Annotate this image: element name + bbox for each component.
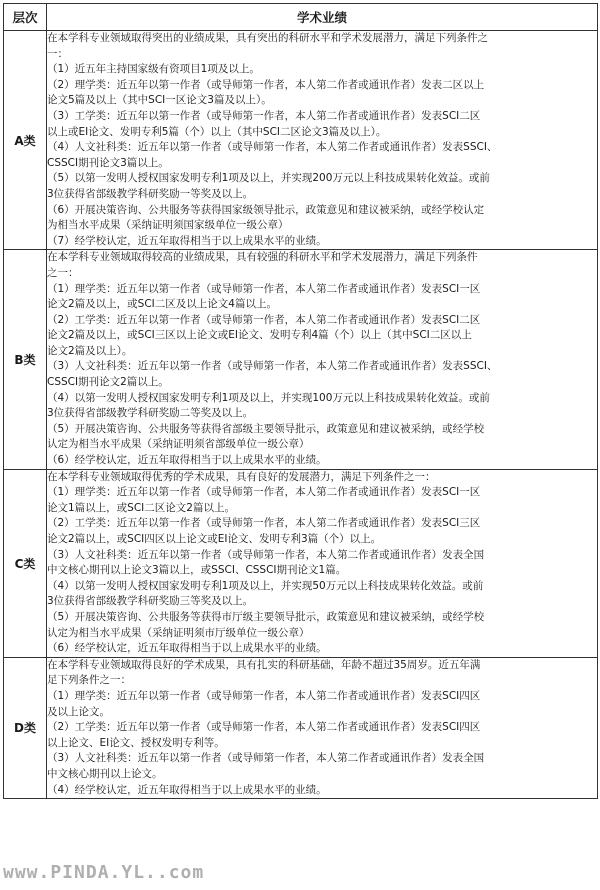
- criteria-cell: [47, 250, 598, 469]
- criteria-line: （6）经学校认定，近五年取得相当于以上成果水平的业绩。: [47, 454, 327, 467]
- criteria-line: （3）人文社科类：近五年以第一作者（或导师第一作者，本人第二作者或通讯作者）发表全国: [47, 752, 485, 765]
- achievement-table: [3, 3, 598, 799]
- criteria-line: 及以上论文。: [47, 705, 110, 718]
- criteria-line: 3位获得省部级教学科研奖励一等奖及以上。: [47, 187, 254, 200]
- level-cell: C类: [4, 469, 47, 657]
- criteria-cell: [47, 657, 598, 798]
- criteria-line: （4）经学校认定，近五年取得相当于以上成果水平的业绩。: [47, 783, 327, 796]
- criteria-line: 以上或EI论文、发明专利5篇（个）以上（其中SCI二区论文3篇及以上）。: [47, 125, 387, 138]
- criteria-line: （4）人文社科类：近五年以第一作者（或导师第一作者，本人第二作者或通讯作者）发表SSCI、: [47, 141, 498, 154]
- header-row: [4, 4, 598, 31]
- criteria-line: （5）开展决策咨询、公共服务等获得省部级主要领导批示，政策意见和建议被采纳，或经学校: [47, 422, 485, 435]
- criteria-line: （6）开展决策咨询、公共服务等获得国家级领导批示，政策意见和建议被采纳，或经学校认定: [47, 203, 485, 216]
- criteria-line: 3位获得省部级教学科研奖励三等奖及以上。: [47, 595, 254, 608]
- criteria-line: （3）人文社科类：近五年以第一作者（或导师第一作者，本人第二作者或通讯作者）发表SSCI、: [47, 360, 498, 373]
- criteria-line: 以上论文、EI论文、授权发明专利等。: [47, 736, 225, 749]
- criteria-line: 在本学科专业领域取得突出的业绩成果，具有突出的科研水平和学术发展潜力，满足下列条件之: [47, 32, 488, 44]
- criteria-line: （1）理学类：近五年以第一作者（或导师第一作者，本人第二作者或通讯作者）发表SCI四区: [47, 689, 481, 702]
- table-row: [4, 31, 598, 250]
- criteria-line: （2）理学类：近五年以第一作者（或导师第一作者，本人第二作者或通讯作者）发表二区以上: [47, 78, 485, 91]
- criteria-line: 在本学科专业领域取得优秀的学术成果，具有良好的发展潜力，满足下列条件之一：: [47, 470, 436, 483]
- table-row: [4, 250, 598, 469]
- criteria-line: （1）理学类：近五年以第一作者（或导师第一作者，本人第二作者或通讯作者）发表SCI一区: [47, 282, 481, 295]
- criteria-line: （5）开展决策咨询、公共服务等获得市厅级主要领导批示，政策意见和建议被采纳，或经学校: [47, 610, 485, 623]
- table-row: [4, 657, 598, 798]
- criteria-line: 论文2篇及以上，或SCI三区以上论文或EI论文、发明专利4篇（个）以上（其中SCI二区以上: [47, 329, 472, 342]
- criteria-line: （4）以第一发明人授权国家发明专利1项及以上，并实现100万元以上科技成果转化效益。或前: [47, 391, 490, 404]
- level-cell: B类: [4, 250, 47, 469]
- criteria-cell: [47, 31, 598, 250]
- criteria-line: CSSCI期刊论文3篇以上。: [47, 156, 169, 169]
- criteria-line: （2）工学类：近五年以第一作者（或导师第一作者，本人第二作者或通讯作者）发表SCI三区: [47, 517, 481, 530]
- criteria-line: 论文2篇及以上，或SCI二区及以上论文4篇以上。: [47, 298, 277, 311]
- criteria-line: 在本学科专业领域取得良好的学术成果，具有扎实的科研基础，年龄不超过35周岁。近五年满: [47, 658, 481, 671]
- criteria-line: （3）工学类：近五年以第一作者（或导师第一作者，本人第二作者或通讯作者）发表SCI二区: [47, 109, 481, 122]
- criteria-line: 在本学科专业领域取得较高的业绩成果，具有较强的科研水平和学术发展潜力，满足下列条件: [47, 251, 478, 264]
- criteria-line: 3位获得省部级教学科研奖励二等奖及以上。: [47, 407, 254, 420]
- criteria-line: 中文核心期刊以上论文。: [47, 767, 163, 780]
- table-row: [4, 469, 598, 657]
- criteria-line: 足下列条件之一：: [47, 674, 131, 687]
- criteria-line: 为相当水平成果（采纳证明须国家级单位一级公章）: [47, 219, 289, 232]
- watermark: www.PINDA.YL..com: [3, 862, 205, 883]
- criteria-line: 之一：: [47, 266, 79, 279]
- criteria-line: （2）工学类：近五年以第一作者（或导师第一作者，本人第二作者或通讯作者）发表SCI四区: [47, 721, 481, 734]
- criteria-line: 中文核心期刊以上论文3篇以上，或SSCI、CSSCI期刊论文1篇。: [47, 564, 347, 577]
- criteria-line: （3）人文社科类：近五年以第一作者（或导师第一作者，本人第二作者或通讯作者）发表全国: [47, 548, 485, 561]
- criteria-line: （2）工学类：近五年以第一作者（或导师第一作者，本人第二作者或通讯作者）发表SCI二区: [47, 313, 481, 326]
- criteria-line: CSSCI期刊论文2篇以上。: [47, 376, 169, 389]
- criteria-line: （7）经学校认定，近五年取得相当于以上成果水平的业绩。: [47, 234, 327, 247]
- criteria-line: （5）以第一发明人授权国家发明专利1项及以上，并实现200万元以上科技成果转化效益。或前: [47, 172, 490, 185]
- criteria-cell: [47, 469, 598, 657]
- level-cell: A类: [4, 31, 47, 250]
- criteria-line: 认定为相当水平成果（采纳证明须省部级单位一级公章）: [47, 438, 310, 451]
- criteria-line: 论文5篇及以上（其中SCI一区论文3篇及以上）。: [47, 94, 272, 107]
- criteria-line: 论文2篇及以上）。: [47, 344, 133, 357]
- header-level: 层次: [4, 4, 47, 31]
- criteria-line: 认定为相当水平成果（采纳证明须市厅级单位一级公章）: [47, 626, 310, 639]
- criteria-line: 论文2篇以上，或SCI四区以上论文或EI论文、发明专利3篇（个）以上。: [47, 533, 382, 545]
- criteria-line: （4）以第一发明人授权国家发明专利1项及以上，并实现50万元以上科技成果转化效益。或前: [47, 579, 484, 592]
- criteria-line: （6）经学校认定，近五年取得相当于以上成果水平的业绩。: [47, 642, 327, 655]
- criteria-line: 论文1篇以上，或SCI二区论文2篇以上。: [47, 501, 235, 514]
- level-cell: D类: [4, 657, 47, 798]
- criteria-line: （1）理学类：近五年以第一作者（或导师第一作者，本人第二作者或通讯作者）发表SCI一区: [47, 486, 481, 499]
- header-achievement: 学术业绩: [47, 4, 598, 31]
- criteria-line: （1）近五年主持国家级有资项目1项及以上。: [47, 63, 260, 76]
- criteria-line: 一：: [47, 47, 68, 60]
